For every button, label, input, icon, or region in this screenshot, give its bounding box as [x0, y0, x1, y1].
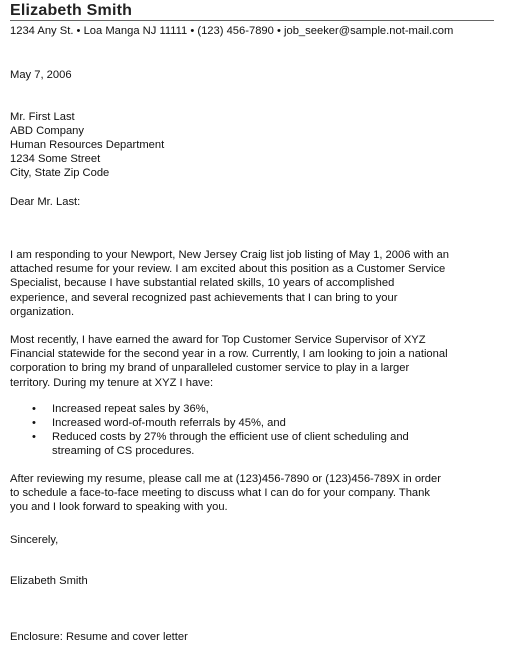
list-item-text: Reduced costs by 27% through the efficient use of client scheduling and	[52, 431, 409, 443]
paragraph-line: corporation to bring my brand of unparalleled customer service to play in a larger	[10, 362, 410, 375]
body-paragraph-3	[10, 472, 502, 515]
paragraph-line: After reviewing my resume, please call me at (123)456-7890 or (123)456-789X in order	[10, 473, 441, 485]
header-divider	[10, 20, 494, 21]
list-item-text: streaming of CS procedures.	[52, 445, 195, 457]
recipient-company: ABD Company	[10, 125, 84, 137]
list-item	[10, 416, 409, 430]
paragraph-line: organization.	[10, 305, 75, 318]
letter-date: May 7, 2006	[10, 69, 72, 81]
paragraph-line: Specialist, because I have substantial related skills, 10 years of accomplished	[10, 277, 395, 290]
recipient-city: City, State Zip Code	[10, 167, 110, 179]
recipient-street: 1234 Some Street	[10, 153, 101, 165]
recipient-name: Mr. First Last	[10, 111, 75, 123]
recipient-department: Human Resources Department	[10, 139, 165, 151]
paragraph-line: you and I look forward to speaking with you.	[10, 501, 228, 514]
paragraph-line: experience, and several recognized past achievements that I can bring to your	[10, 291, 398, 304]
bullet-icon: •	[32, 431, 36, 443]
closing: Sincerely,	[10, 534, 59, 546]
body-paragraph-1	[10, 248, 502, 319]
sender-name: Elizabeth Smith	[10, 2, 133, 19]
body-paragraph-2	[10, 333, 502, 390]
paragraph-line: Financial statewide for the second year in a row. Currently, I am looking to join a national	[10, 348, 448, 361]
paragraph-line: territory. During my tenure at XYZ I have:	[10, 376, 214, 389]
list-item-text: Increased word-of-mouth referrals by 45%, and	[52, 417, 286, 429]
list-item-text: Increased repeat sales by 36%,	[52, 403, 209, 415]
salutation: Dear Mr. Last:	[10, 196, 81, 208]
enclosure-note: Enclosure: Resume and cover letter	[10, 631, 188, 643]
list-item	[10, 402, 409, 416]
list-item	[10, 430, 409, 458]
signature-name: Elizabeth Smith	[10, 575, 88, 587]
bullet-icon: •	[32, 403, 36, 415]
paragraph-line: I am responding to your Newport, New Jersey Craig list job listing of May 1, 2006 with an	[10, 249, 450, 261]
paragraph-line: Most recently, I have earned the award for Top Customer Service Supervisor of XYZ	[10, 334, 426, 346]
achievements-list	[10, 402, 409, 458]
sender-contact-line: 1234 Any St. • Loa Manga NJ 11111 • (123) 456-7890 • job_seeker@sample.not-mail.com	[10, 25, 454, 37]
paragraph-line: to schedule a face-to-face meeting to discuss what I can do for your company. Thank	[10, 487, 430, 500]
paragraph-line: attached resume for your review. I am excited about this position as a Customer Service	[10, 263, 446, 276]
bullet-icon: •	[32, 417, 36, 429]
